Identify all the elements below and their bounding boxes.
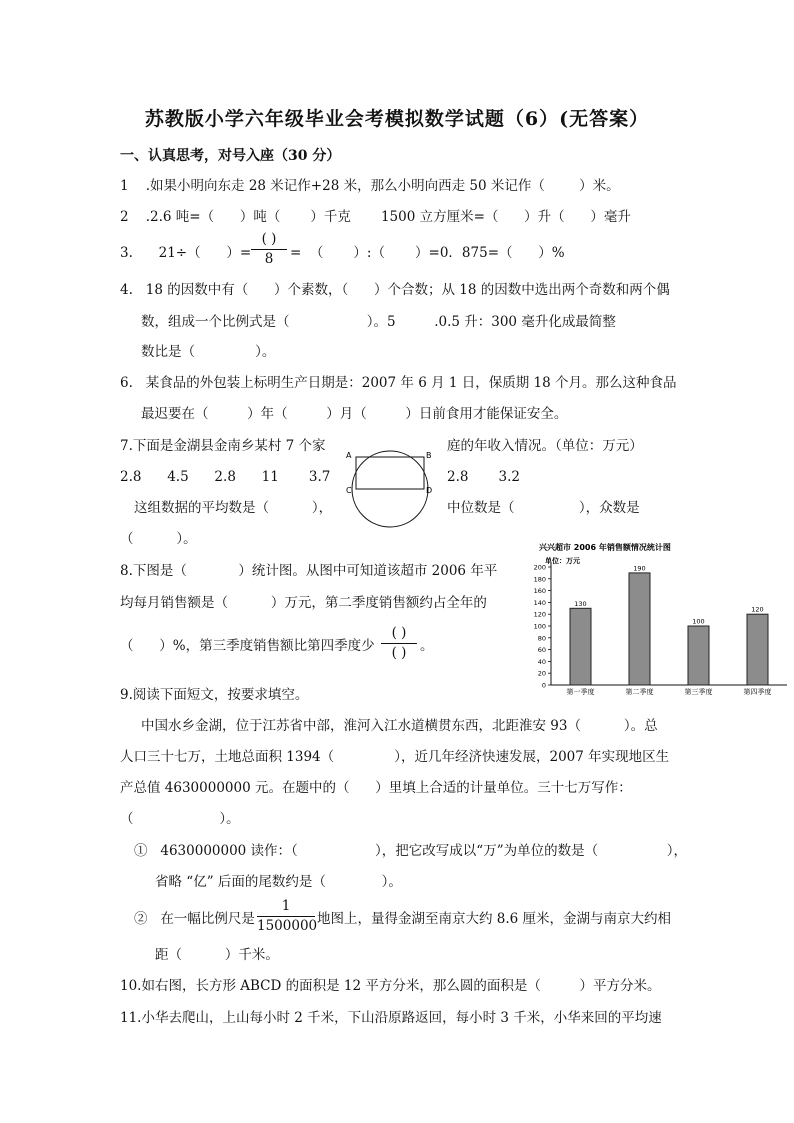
label-b: B: [426, 451, 432, 460]
category-label: 第四季度: [743, 688, 772, 696]
question-10: 10.如右图，长方形 ABCD 的面积是 12 平方分米，那么圆的面积是（ ）平方分米。: [120, 978, 661, 994]
question-7-line-4: （ ）。: [120, 531, 197, 547]
subquestion-2-line-2: 距（ ）千米。: [155, 947, 279, 963]
y-tick-label: 60: [537, 646, 546, 655]
y-tick-label: 180: [533, 575, 546, 584]
sales-bar-chart: [511, 540, 792, 698]
question-4-line-2: 数，组成一个比例式是（ ）。5 .0.5 升：300 毫升化成最简整: [141, 314, 616, 330]
fraction-denominator: 1500000: [257, 918, 318, 934]
passage-line-3: 产总值 4630000000 元。在题中的（ ）里填上合适的计量单位。三十七万写作：: [120, 780, 632, 796]
passage-line-2: 人口三十七万，土地总面积 1394（ ），近几年经济快速发展，2007 年实现地区生: [120, 749, 670, 765]
category-label: 第二季度: [625, 688, 654, 696]
category-label: 第一季度: [566, 688, 595, 696]
section-heading: 一、认真思考，对号入座（30 分）: [120, 148, 341, 164]
question-4-line-3: 数比是（ ）。: [141, 344, 276, 360]
fraction-denominator: ( ): [391, 645, 407, 661]
y-tick-label: 140: [533, 598, 546, 607]
question-8-end: 。: [420, 638, 434, 654]
question-8-line-1: 8.下图是（ ）统计图。从图中可知道该超市 2006 年平: [120, 563, 498, 579]
bar-value-label: 190: [633, 564, 646, 573]
rectangle-abcd: [356, 457, 424, 489]
chart-title: 兴兴超市 2006 年销售额情况统计图: [539, 543, 671, 552]
question-11: 11.小华去爬山，上山每小时 2 千米，下山沿原路返回，每小时 3 千米，小华来回的平均速: [120, 1010, 662, 1026]
bar: [747, 614, 768, 685]
subquestion-1-line-1: ① 4630000000 读作：（ ），把它改写成以“万”为单位的数是（ ），: [134, 843, 688, 859]
question-8-line-2: 均每月销售额是（ ）万元，第二季度销售额约占全年的: [120, 595, 487, 611]
question-7-line-1b: 庭的年收入情况。（单位：万元）: [447, 438, 643, 454]
question-9-heading: 9.阅读下面短文，按要求填空。: [120, 687, 309, 703]
question-3-fraction: [251, 231, 287, 268]
subquestion-2-end: 地图上，量得金湖至南京大约 8.6 厘米，金湖与南京大约相: [317, 911, 672, 927]
category-label: 第三季度: [684, 688, 713, 696]
fraction-numerator: ( ): [261, 231, 277, 247]
question-2: 2 .2.6 吨=（ ）吨（ ）千克 1500 立方厘米=（ ）升（ ）毫升: [120, 209, 631, 225]
label-d: D: [426, 486, 433, 495]
question-6-line-1: 6. 某食品的外包装上标明生产日期是：2007 年 6 月 1 日，保质期 18 个月。那么这种食品: [120, 375, 677, 391]
bar-value-label: 130: [574, 599, 587, 608]
bar-value-label: 120: [751, 605, 764, 614]
chart-unit-label: 单位：万元: [545, 557, 580, 565]
label-c: C: [346, 486, 352, 495]
subquestion-2-start: ② 在一幅比例尺是: [134, 911, 255, 927]
bar: [688, 626, 709, 685]
bar-value-label: 100: [692, 617, 705, 626]
question-7-values-left: 2.8 4.5 2.8 11 3.7: [120, 469, 331, 485]
question-7-line-1a: 7.下面是金湖县金南乡某村 7 个家: [120, 438, 326, 454]
bar: [570, 608, 591, 685]
question-8-line-3: （ ）%，第三季度销售额比第四季度少: [120, 638, 375, 654]
fraction-numerator: ( ): [391, 625, 407, 641]
page-title: 苏教版小学六年级毕业会考模拟数学试题（6）(无答案）: [144, 108, 650, 130]
question-3-end: = （ ）:（ ）=0．875=（ ）%: [290, 245, 565, 261]
y-tick-label: 80: [537, 634, 546, 643]
subquestion-1-line-2: 省略 “亿” 后面的尾数约是（ ）。: [155, 874, 402, 890]
y-tick-label: 120: [533, 610, 546, 619]
question-6-line-2: 最迟要在（ ）年（ ）月（ ）日前食用才能保证安全。: [141, 406, 568, 422]
question-3-start: 3. 21÷（ ）=: [120, 245, 252, 261]
y-tick-label: 100: [533, 622, 546, 631]
fraction-denominator: 8: [264, 251, 274, 267]
question-4-line-1: 4. 18 的因数中有（ ）个素数，（ ）个合数；从 18 的因数中选出两个奇数和两个偶: [120, 282, 670, 298]
question-7-values-right: 2.8 3.2: [447, 469, 520, 485]
circle-rectangle-diagram: [340, 447, 440, 533]
label-a: A: [346, 451, 352, 460]
question-8-fraction: [381, 625, 417, 662]
question-1: 1 .如果小明向东走 28 米记作+28 米，那么小明向西走 50 米记作（ ）米。: [120, 178, 620, 194]
y-tick-label: 20: [537, 669, 546, 678]
bar: [629, 573, 650, 685]
question-7-line-3a: 这组数据的平均数是（ ），: [134, 500, 333, 516]
question-7-line-3b: 中位数是（ ），众数是: [447, 500, 640, 516]
y-tick-label: 0: [541, 681, 546, 690]
y-tick-label: 160: [533, 587, 546, 596]
passage-line-1: 中国水乡金湖，位于江苏省中部，淮河入江水道横贯东西，北距淮安 93（ ）。总: [141, 718, 658, 734]
scale-fraction: [257, 898, 318, 935]
passage-line-4: （ ）。: [120, 811, 240, 827]
y-tick-label: 200: [533, 563, 546, 572]
y-tick-label: 40: [537, 657, 546, 666]
fraction-numerator: 1: [281, 898, 291, 914]
